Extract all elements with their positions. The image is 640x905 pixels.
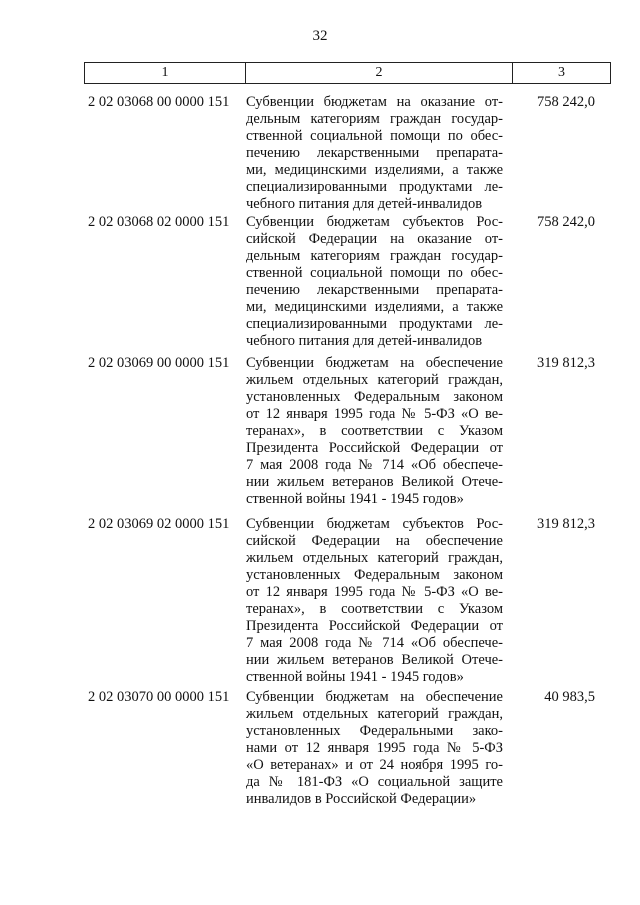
description-line: 7 мая 2008 года № 714 «Об обеспече- [246, 457, 503, 473]
description [246, 355, 503, 508]
description-line: установленных Федеральным законом [246, 389, 503, 405]
description-line: ственной войны 1941 - 1945 годов» [246, 669, 464, 685]
budget-code: 2 02 03068 00 0000 151 [88, 94, 230, 110]
description-line: ственной социальной помощи по обес- [246, 265, 503, 281]
amount: 40 983,5 [544, 689, 595, 705]
description [246, 689, 503, 808]
table-header [84, 62, 611, 84]
description [246, 214, 503, 350]
budget-code: 2 02 03069 00 0000 151 [88, 355, 230, 371]
description-line: установленных Федеральным законом [246, 567, 503, 583]
description-line: нами от 12 января 1995 года № 5-ФЗ [246, 740, 503, 756]
description-line: ми, медицинскими изделиями, а также [246, 299, 503, 315]
description-line: Президента Российской Федерации от [246, 440, 503, 456]
amount: 319 812,3 [537, 355, 595, 371]
description-line: жильем отдельных категорий граждан, [246, 706, 503, 722]
header-col-2: 2 [246, 63, 513, 83]
description-line: да № 181-ФЗ «О социальной защите [246, 774, 503, 790]
header-col-1: 1 [85, 63, 246, 83]
description-line: ми, медицинскими изделиями, а также [246, 162, 503, 178]
description-line: печению лекарственными препарата- [246, 145, 503, 161]
description-line: печению лекарственными препарата- [246, 282, 503, 298]
description-line: жильем отдельных категорий граждан, [246, 372, 503, 388]
description-line: Субвенции бюджетам на оказание от- [246, 94, 503, 110]
description-line: ственной войны 1941 - 1945 годов» [246, 491, 464, 507]
budget-code: 2 02 03069 02 0000 151 [88, 516, 230, 532]
description-line: Субвенции бюджетам на обеспечение [246, 689, 503, 705]
description-line: Президента Российской Федерации от [246, 618, 503, 634]
description-line: Субвенции бюджетам субъектов Рос- [246, 214, 503, 230]
page-number: 32 [312, 28, 328, 44]
description-line: инвалидов в Российской Федерации» [246, 791, 477, 807]
description-line: от 12 января 1995 года № 5-ФЗ «О ве- [246, 406, 503, 422]
description-line: Субвенции бюджетам на обеспечение [246, 355, 503, 371]
description-line: установленных Федеральными зако- [246, 723, 503, 739]
budget-code: 2 02 03070 00 0000 151 [88, 689, 230, 705]
header-col-3: 3 [558, 65, 565, 80]
description-line: дельным категориям граждан государ- [246, 248, 503, 264]
amount: 758 242,0 [537, 214, 595, 230]
description-line: Субвенции бюджетам субъектов Рос- [246, 516, 503, 532]
description-line: теранах», в соответствии с Указом [246, 601, 503, 617]
budget-code: 2 02 03068 02 0000 151 [88, 214, 230, 230]
description-line: сийской Федерации на оказание от- [246, 231, 503, 247]
amount: 319 812,3 [537, 516, 595, 532]
description-line: ственной социальной помощи по обес- [246, 128, 503, 144]
description-line: чебного питания для детей-инвалидов [246, 333, 483, 349]
description [246, 94, 503, 213]
description-line: от 12 января 1995 года № 5-ФЗ «О ве- [246, 584, 503, 600]
description-line: чебного питания для детей-инвалидов [246, 196, 483, 212]
description-line: специализированными продуктами ле- [246, 179, 503, 195]
description-line: нии жильем ветеранов Великой Отече- [246, 652, 503, 668]
description-line: сийской Федерации на обеспечение [246, 533, 503, 549]
description-line: специализированными продуктами ле- [246, 316, 503, 332]
description-line: 7 мая 2008 года № 714 «Об обеспече- [246, 635, 503, 651]
description-line: «О ветеранах» и от 24 ноября 1995 го- [246, 757, 503, 773]
description-line: жильем отдельных категорий граждан, [246, 550, 503, 566]
description [246, 516, 503, 686]
amount: 758 242,0 [537, 94, 595, 110]
description-line: дельным категориям граждан государ- [246, 111, 503, 127]
description-line: теранах», в соответствии с Указом [246, 423, 503, 439]
description-line: нии жильем ветеранов Великой Отече- [246, 474, 503, 490]
